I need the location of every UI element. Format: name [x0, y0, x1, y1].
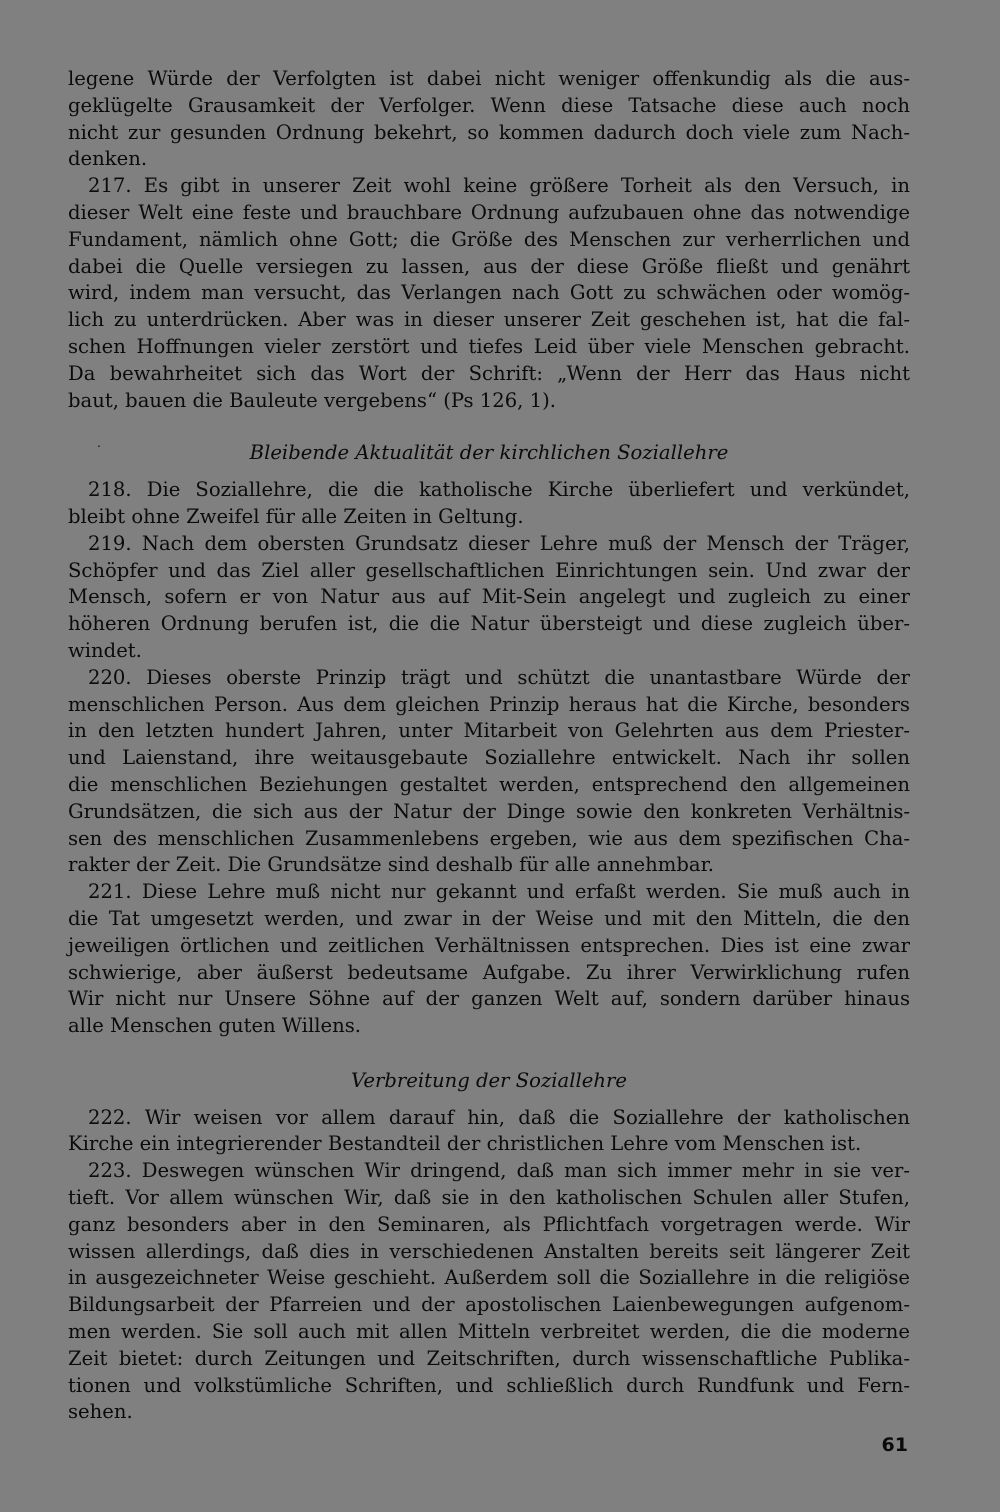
paragraph-220	[68, 665, 910, 879]
text-line: geklügelte Grausamkeit der Verfolger. Wenn diese Tatsache diese auch noch	[68, 93, 910, 117]
text-line: wissen allerdings, daß dies in verschiedenen Anstalten bereits seit längerer Zeit	[68, 1239, 910, 1263]
text-line: denken.	[68, 147, 148, 171]
text-line: sehen.	[68, 1400, 133, 1424]
text-line: Grundsätzen, die sich aus der Natur der Dinge sowie den konkreten Verhältnis-	[68, 799, 910, 823]
text-line: Zeit bietet: durch Zeitungen und Zeitschriften, durch wissenschaftliche Publika-	[68, 1346, 910, 1370]
text-line: 219. Nach dem obersten Grundsatz dieser Lehre muß der Mensch der Träger,	[88, 531, 910, 555]
text-line: 217. Es gibt in unserer Zeit wohl keine größere Torheit als den Versuch, in	[88, 174, 910, 198]
section-heading: Verbreitung der Soziallehre	[351, 1068, 627, 1092]
text-line: und Laienstand, ihre weitausgebaute Soziallehre entwickelt. Nach ihr sollen	[68, 746, 910, 770]
text-line: 220. Dieses oberste Prinzip trägt und schützt die unantastbare Würde der	[88, 665, 910, 689]
text-line: 222. Wir weisen vor allem darauf hin, daß die Soziallehre der katholischen	[88, 1105, 910, 1129]
intro-paragraph	[68, 66, 910, 173]
text-line: windet.	[68, 638, 142, 662]
text-line: die menschlichen Beziehungen gestaltet werden, entsprechend den allgemeinen	[68, 772, 910, 796]
text-line: dieser Welt eine feste und brauchbare Ordnung aufzubauen ohne das notwendige	[68, 200, 910, 224]
text-line: sen des menschlichen Zusammenlebens ergeben, wie aus dem spezifischen Cha-	[68, 826, 910, 850]
paragraph-222	[68, 1105, 910, 1159]
text-line: alle Menschen guten Willens.	[68, 1014, 361, 1038]
text-line: wird, indem man versucht, das Verlangen nach Gott zu schwächen oder womög-	[68, 281, 910, 305]
text-line: Kirche ein integrierender Bestandteil der christlichen Lehre vom Menschen ist.	[68, 1132, 862, 1156]
text-line: baut, bauen die Bauleute vergebens“ (Ps 126, 1).	[68, 388, 556, 412]
text-line: Wir nicht nur Unsere Söhne auf der ganzen Welt auf, sondern darüber hinaus	[68, 987, 910, 1011]
paragraph-219	[68, 531, 910, 665]
text-line: tionen und volkstümliche Schriften, und schließlich durch Rundfunk und Fern-	[68, 1373, 910, 1397]
text-line: ganz besonders aber in den Seminaren, als Pflichtfach vorgetragen werde. Wir	[68, 1212, 910, 1236]
text-line: in ausgezeichneter Weise geschieht. Außerdem soll die Soziallehre in die religiöse	[68, 1266, 910, 1290]
text-line: in den letzten hundert Jahren, unter Mitarbeit von Gelehrten aus dem Priester-	[68, 719, 910, 743]
text-line: men werden. Sie soll auch mit allen Mitteln verbreitet werden, die die moderne	[68, 1320, 910, 1344]
text-line: Fundament, nämlich ohne Gott; die Größe des Menschen zur verherrlichen und	[68, 227, 910, 251]
section-heading: Bleibende Aktualität der kirchlichen Soziallehre	[249, 441, 729, 465]
page-number: 61	[881, 1434, 908, 1456]
text-line: Mensch, sofern er von Natur aus auf Mit-Sein angelegt und zugleich zu einer	[68, 585, 910, 609]
text-line: Schöpfer und das Ziel aller gesellschaftlichen Einrichtungen sein. Und zwar der	[68, 558, 910, 582]
text-line: die Tat umgesetzt werden, und zwar in der Weise und mit den Mitteln, die den	[68, 906, 910, 930]
paragraph-223	[68, 1158, 910, 1426]
stray-mark: .	[97, 436, 101, 450]
text-line: legene Würde der Verfolgten ist dabei nicht weniger offenkundig als die aus-	[68, 67, 910, 90]
paragraph-217	[68, 173, 910, 414]
text-line: tieft. Vor allem wünschen Wir, daß sie in den katholischen Schulen aller Stufen,	[68, 1186, 910, 1210]
text-line: 221. Diese Lehre muß nicht nur gekannt und erfaßt werden. Sie muß auch in	[88, 880, 910, 904]
text-line: Bildungsarbeit der Pfarreien und der apostolischen Laienbewegungen aufgenom-	[68, 1293, 910, 1317]
text-line: dabei die Quelle versiegen zu lassen, aus der diese Größe fließt und genährt	[68, 254, 910, 278]
text-line: jeweiligen örtlichen und zeitlichen Verhältnissen entsprechen. Dies ist eine zwar	[68, 933, 910, 957]
page-body	[68, 66, 910, 1426]
text-line: Da bewahrheitet sich das Wort der Schrift: „Wenn der Herr das Haus nicht	[68, 361, 910, 385]
text-line: bleibt ohne Zweifel für alle Zeiten in Geltung.	[68, 504, 524, 528]
text-line: 223. Deswegen wünschen Wir dringend, daß man sich immer mehr in sie ver-	[88, 1159, 910, 1183]
text-line: höheren Ordnung berufen ist, die die Natur übersteigt und diese zugleich über-	[68, 612, 910, 636]
paragraph-218	[68, 477, 910, 531]
text-line: lich zu unterdrücken. Aber was in dieser unserer Zeit geschehen ist, hat die fal-	[68, 308, 910, 332]
text-line: menschlichen Person. Aus dem gleichen Prinzip heraus hat die Kirche, besonders	[68, 692, 910, 716]
text-line: schen Hoffnungen vieler zerstört und tiefes Leid über viele Menschen gebracht.	[68, 334, 910, 358]
text-line: 218. Die Soziallehre, die die katholische Kirche überliefert und verkündet,	[88, 478, 910, 502]
paragraph-221	[68, 879, 910, 1040]
text-line: rakter der Zeit. Die Grundsätze sind deshalb für alle annehmbar.	[68, 853, 715, 877]
text-line: nicht zur gesunden Ordnung bekehrt, so kommen dadurch doch viele zum Nach-	[68, 120, 910, 144]
text-line: schwierige, aber äußerst bedeutsame Aufgabe. Zu ihrer Verwirklichung rufen	[68, 960, 910, 984]
